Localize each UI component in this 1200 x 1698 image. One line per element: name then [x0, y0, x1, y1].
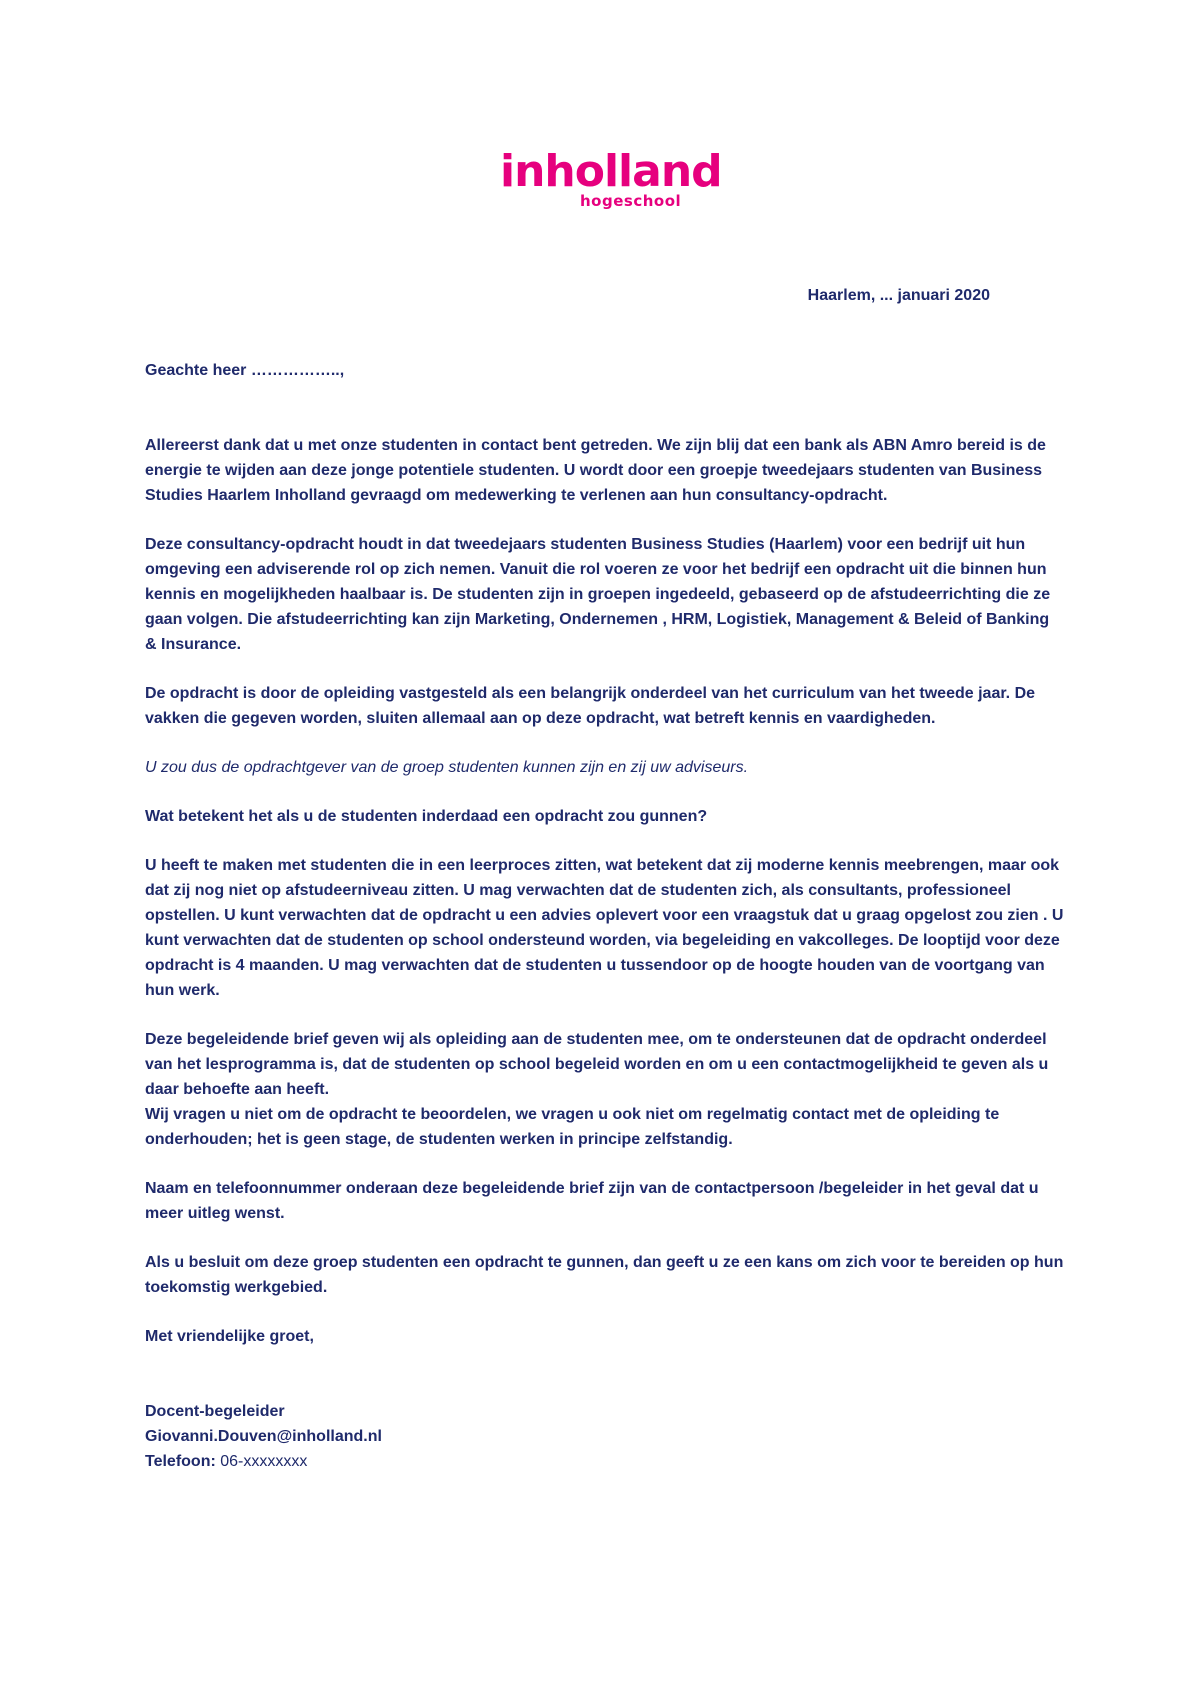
- paragraph-closing: Als u besluit om deze groep studenten een opdracht te gunnen, dan geeft u ze een kans om zich voor te bereiden op hun toekomstig werkgebied.: [145, 1254, 1064, 1296]
- signature-block: [145, 1399, 1065, 1474]
- phone-label: Telefoon:: [145, 1453, 221, 1470]
- closing-greeting: Met vriendelijke groet,: [145, 1328, 314, 1345]
- logo-wordmark: inholland: [500, 146, 722, 197]
- paragraph-letter-purpose: Deze begeleidende brief geven wij als opleiding aan de studenten mee, om te ondersteunen dat de opdracht onderdeel van het lesprogramma is, dat de studenten op school begeleid worden en om u een contactmogelijkheid te geven als u daar behoefte aan heeft.: [145, 1031, 1049, 1098]
- phone-value: 06-xxxxxxxx: [220, 1453, 308, 1470]
- inholland-logo: [500, 148, 740, 218]
- paragraph-curriculum: De opdracht is door de opleiding vastgesteld als een belangrijk onderdeel van het curriculum van het tweede jaar. De vakken die gegeven worden, sluiten allemaal aan op deze opdracht, wat betreft kennis en vaardigheden.: [145, 685, 1036, 727]
- italic-line: U zou dus de opdrachtgever van de groep studenten kunnen zijn en zij uw adviseurs.: [145, 759, 749, 776]
- paragraph-assignment: Deze consultancy-opdracht houdt in dat tweedejaars studenten Business Studies (Haarlem) voor een bedrijf uit hun omgeving een adviserende rol op zich nemen. Vanuit die rol voeren ze voor het bedrijf een opdracht uit die binnen hun kennis en mogelijkheden haalbaar is. De studenten zijn in groepen ingedeeld, gebaseerd op de afstudeerrichting die ze gaan volgen. Die afstudeerrichting kan zijn Marketing, Ondernemen , HRM, Logistiek, Management & Beleid of Banking & Insurance.: [145, 536, 1051, 653]
- date-line: Haarlem, ... januari 2020: [807, 287, 990, 304]
- paragraph-expectations: U heeft te maken met studenten die in een leerproces zitten, wat betekent dat zij moderne kennis meebrengen, maar ook dat zij nog niet op afstudeerniveau zitten. U mag verwachten dat de studenten zich, als consultants, professioneel opstellen. U kunt verwachten dat de opdracht u een advies oplevert voor een vraagstuk dat u graag opgelost zou zien . U kunt verwachten dat de studenten op school ondersteund worden, via begeleiding en vakcolleges. De looptijd voor deze opdracht is 4 maanden. U mag verwachten dat de studenten u tussendoor op de hoogte houden van de voortgang van hun werk.: [145, 857, 1064, 999]
- paragraph-intro: Allereerst dank dat u met onze studenten in contact bent getreden. We zijn blij dat een bank als ABN Amro bereid is de energie te wijden aan deze jonge potentiele studenten. U wordt door een groepje tweedejaars studenten van Business Studies Haarlem Inholland gevraagd om medewerking te verlenen aan hun consultancy-opdracht.: [145, 437, 1046, 504]
- letter-body: [145, 358, 1065, 1474]
- signature-role: Docent-begeleider: [145, 1403, 285, 1420]
- question-line: Wat betekent het als u de studenten inderdaad een opdracht zou gunnen?: [145, 808, 708, 825]
- salutation: Geachte heer ……………..,: [145, 362, 345, 379]
- paragraph-no-assessment: Wij vragen u niet om de opdracht te beoordelen, we vragen u ook niet om regelmatig contact met de opleiding te onderhouden; het is geen stage, de studenten werken in principe zelfstandig.: [145, 1106, 1000, 1148]
- logo-subtitle: hogeschool: [580, 192, 682, 210]
- signature-phone: [145, 1449, 1065, 1474]
- paragraph-contact: Naam en telefoonnummer onderaan deze begeleidende brief zijn van de contactpersoon /begeleider in het geval dat u meer uitleg wenst.: [145, 1180, 1039, 1222]
- signature-email[interactable]: Giovanni.Douven@inholland.nl: [145, 1428, 382, 1445]
